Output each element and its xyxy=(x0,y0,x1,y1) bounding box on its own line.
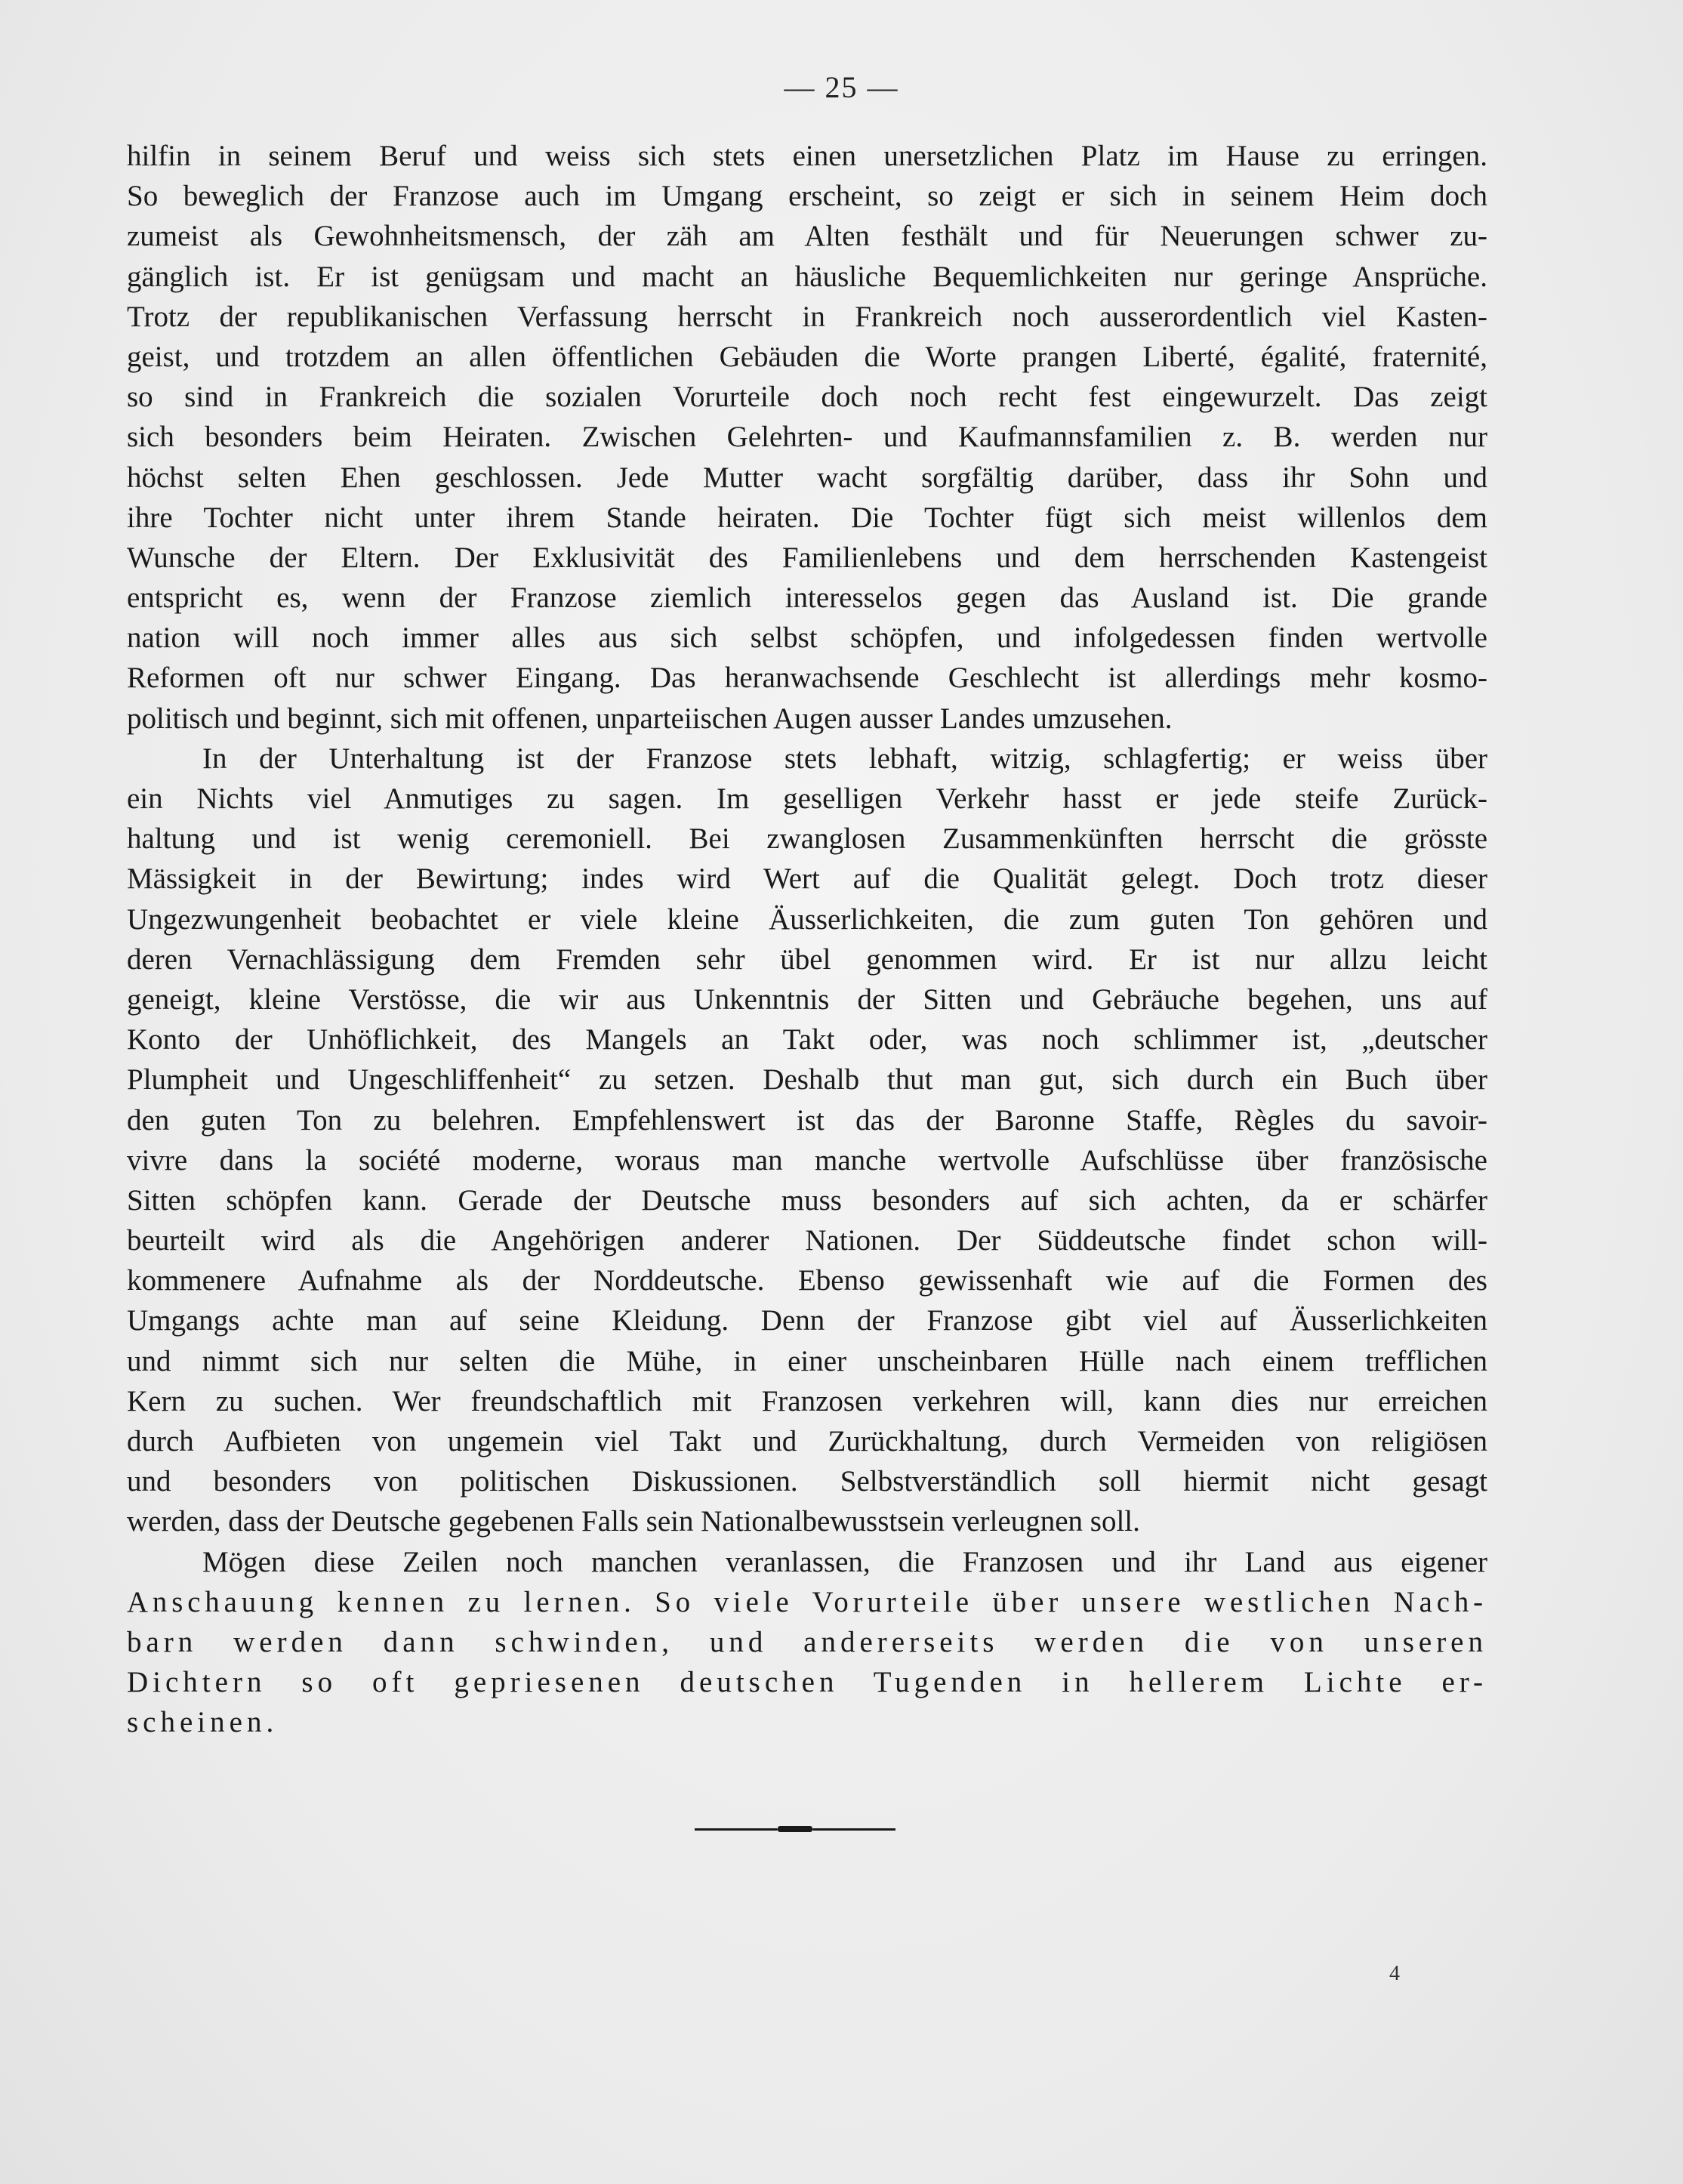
text-line: Sitten schöpfen kann. Gerade der Deutsche muss besonders auf sich achten, da er schärfer xyxy=(127,1183,1487,1217)
text-line: den guten Ton zu belehren. Empfehlenswert ist das der Baronne Staffe, Règles du savoir- xyxy=(127,1103,1487,1137)
text-line: deren Vernachlässigung dem Fremden sehr übel genommen wird. Er ist nur allzu leicht xyxy=(127,942,1487,976)
text-line-spaced: scheinen. xyxy=(127,1706,279,1739)
text-line: Mässigkeit in der Bewirtung; indes wird Wert auf die Qualität gelegt. Doch trotz dieser xyxy=(127,862,1487,896)
text-line: höchst selten Ehen geschlossen. Jede Mutter wacht sorgfältig darüber, dass ihr Sohn und xyxy=(127,461,1487,494)
ornament-rule-right xyxy=(812,1828,895,1831)
text-line: In der Unterhaltung ist der Franzose stets lebhaft, witzig, schlagfertig; er weiss über xyxy=(202,742,1487,775)
text-line: Konto der Unhöflichkeit, des Mangels an Takt oder, was noch schlimmer ist, „deutscher xyxy=(127,1023,1487,1057)
text-line: geist, und trotzdem an allen öffentlichen Gebäuden die Worte prangen Liberté, égalité, fraternité, xyxy=(127,340,1487,373)
text-line: So beweglich der Franzose auch im Umgang erscheint, so zeigt er sich in seinem Heim doch xyxy=(127,180,1487,213)
text-line: ein Nichts viel Anmutiges zu sagen. Im geselligen Verkehr hasst er jede steife Zurück- xyxy=(127,782,1487,815)
ornament-rule-left xyxy=(695,1828,778,1831)
text-line-spaced: Dichtern so oft gepriesenen deutschen Tugenden in hellerem Lichte er- xyxy=(127,1666,1487,1699)
text-line: Trotz der republikanischen Verfassung herrscht in Frankreich noch ausserordentlich viel Kasten- xyxy=(127,300,1487,333)
text-line: geneigt, kleine Verstösse, die wir aus Unkenntnis der Sitten und Gebräuche begehen, uns auf xyxy=(127,982,1487,1016)
text-line-spaced: barn werden dann schwinden, und andererseits werden die von unseren xyxy=(127,1625,1487,1658)
body-text xyxy=(127,136,1487,1743)
text-line: haltung und ist wenig ceremoniell. Bei zwanglosen Zusammenkünften herrscht die grösste xyxy=(127,822,1487,856)
ornament-center xyxy=(778,1826,812,1832)
page-number: — 25 — xyxy=(784,70,899,104)
text-line: und nimmt sich nur selten die Mühe, in einer unscheinbaren Hülle nach einem trefflichen xyxy=(127,1344,1487,1377)
text-line: Mögen diese Zeilen noch manchen veranlassen, die Franzosen und ihr Land aus eigener xyxy=(202,1545,1487,1578)
text-line: und besonders von politischen Diskussionen. Selbstverständlich soll hiermit nicht gesagt xyxy=(127,1465,1487,1498)
text-line: hilfin in seinem Beruf und weiss sich stets einen unersetzlichen Platz im Hause zu erringen. xyxy=(127,140,1487,172)
text-line: Plumpheit und Ungeschliffenheit“ zu setzen. Deshalb thut man gut, sich durch ein Buch über xyxy=(127,1063,1487,1097)
text-line: durch Aufbieten von ungemein viel Takt und Zurückhaltung, durch Vermeiden von religiösen xyxy=(127,1425,1487,1458)
text-line: vivre dans la société moderne, woraus man manche wertvolle Aufschlüsse über französische xyxy=(127,1143,1487,1177)
text-line: kommenere Aufnahme als der Norddeutsche. Ebenso gewissenhaft wie auf die Formen des xyxy=(127,1264,1487,1297)
signature-mark: 4 xyxy=(1389,1962,1400,1985)
text-line: beurteilt wird als die Angehörigen anderer Nationen. Der Süddeutsche findet schon will- xyxy=(127,1224,1487,1257)
text-line: sich besonders beim Heiraten. Zwischen Gelehrten- und Kaufmannsfamilien z. B. werden nur xyxy=(127,421,1487,454)
text-line: entspricht es, wenn der Franzose ziemlich interesselos gegen das Ausland ist. Die grande xyxy=(127,581,1487,615)
text-line: zumeist als Gewohnheitsmensch, der zäh am Alten festhält und für Neuerungen schwer zu- xyxy=(127,220,1487,253)
text-line: ihre Tochter nicht unter ihrem Stande heiraten. Die Tochter fügt sich meist willenlos dem xyxy=(127,501,1487,534)
text-line-spaced: Anschauung kennen zu lernen. So viele Vorurteile über unsere westlichen Nach- xyxy=(127,1585,1487,1618)
text-line: Ungezwungenheit beobachtet er viele kleine Äusserlichkeiten, die zum guten Ton gehören und xyxy=(127,902,1487,936)
text-line: werden, dass der Deutsche gegebenen Falls sein Nationalbewusstsein verleugnen soll. xyxy=(127,1505,1140,1538)
text-line: Wunsche der Eltern. Der Exklusivität des Familienlebens und dem herrschenden Kastengeist xyxy=(127,541,1487,574)
text-line: Kern zu suchen. Wer freundschaftlich mit Franzosen verkehren will, kann dies nur erreichen xyxy=(127,1384,1487,1417)
text-line: nation will noch immer alles aus sich selbst schöpfen, und infolgedessen finden wertvolle xyxy=(127,622,1487,655)
end-ornament xyxy=(695,1826,895,1832)
text-line: Reformen oft nur schwer Eingang. Das heranwachsende Geschlecht ist allerdings mehr kosmo- xyxy=(127,662,1487,695)
text-line: gänglich ist. Er ist genügsam und macht an häusliche Bequemlichkeiten nur geringe Ansprüche. xyxy=(127,260,1487,293)
text-line: politisch und beginnt, sich mit offenen, unparteiischen Augen ausser Landes umzusehen. xyxy=(127,702,1173,735)
text-line: so sind in Frankreich die sozialen Vorurteile doch noch recht fest eingewurzelt. Das zeigt xyxy=(127,381,1487,414)
text-line: Umgangs achte man auf seine Kleidung. Denn der Franzose gibt viel auf Äusserlichkeiten xyxy=(127,1304,1487,1337)
